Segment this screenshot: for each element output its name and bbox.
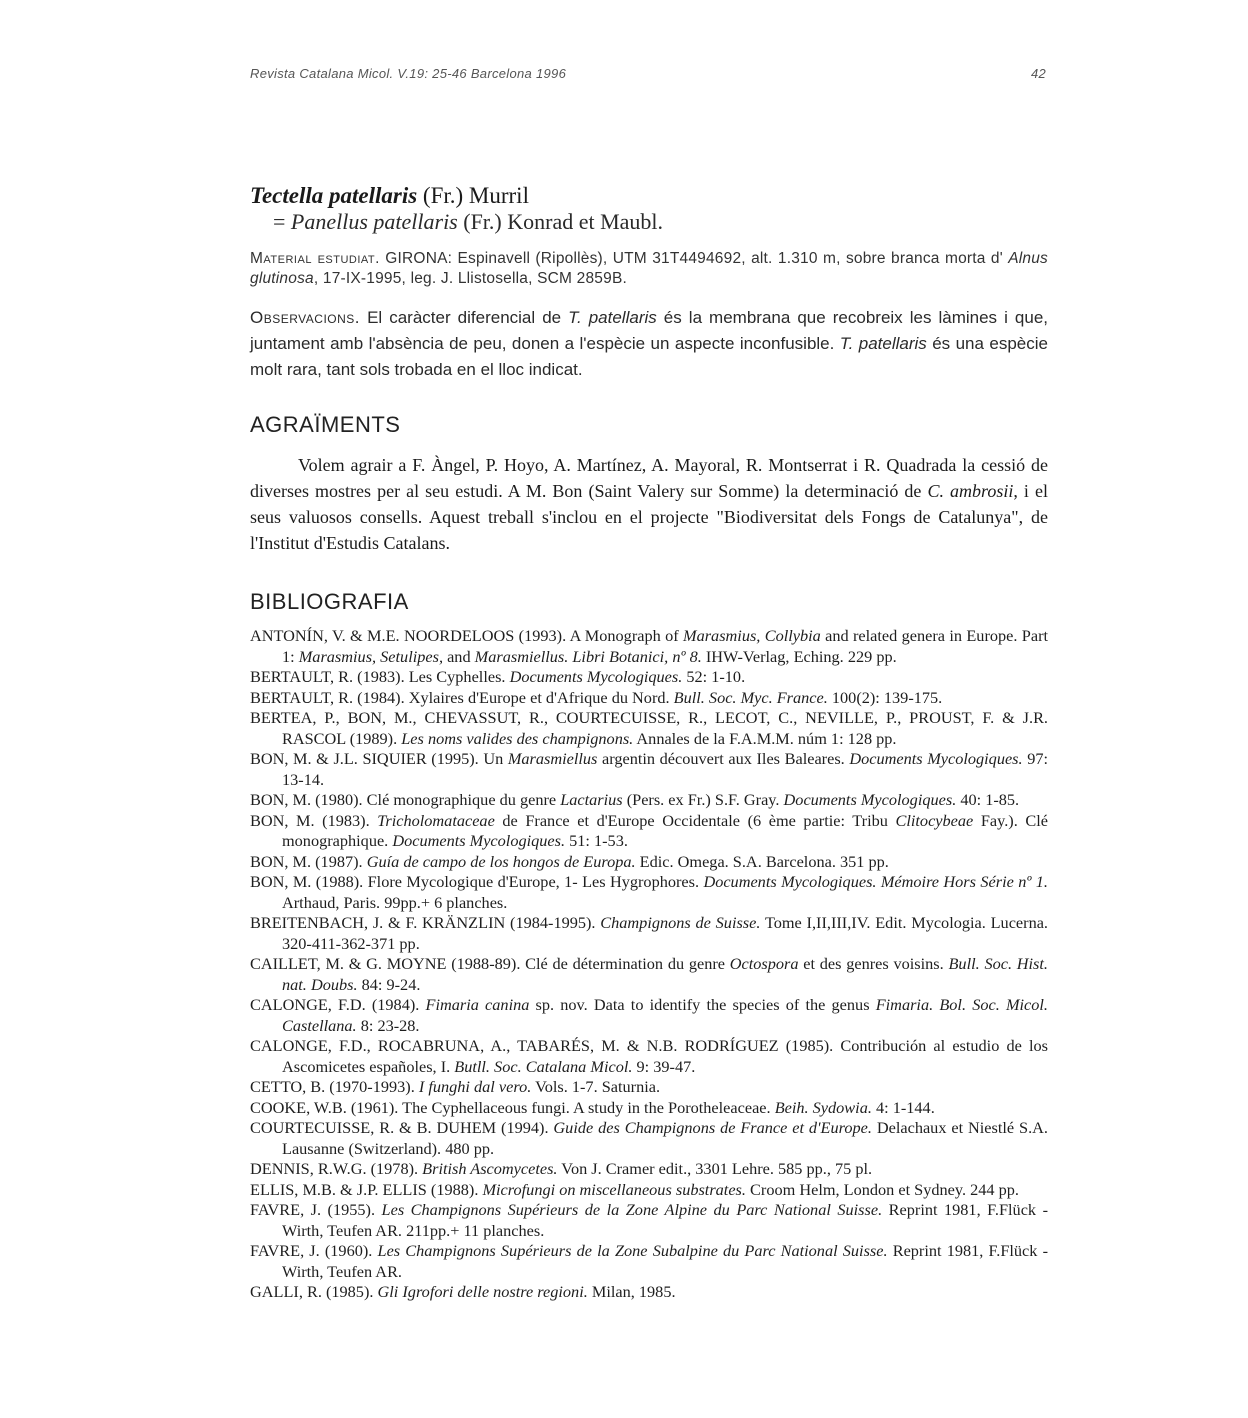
entry-text-segment: Fay.). Clé monographique. bbox=[282, 810, 1048, 850]
bibliography-entry bbox=[250, 811, 1048, 852]
entry-text-segment: BON, M. (1980). Clé monographique du genre bbox=[250, 790, 561, 809]
entry-italic-segment: Les Champignons Supérieurs de la Zone Alpine du Parc National Suisse. bbox=[381, 1200, 883, 1219]
bibliography-entry bbox=[250, 954, 1048, 995]
entry-italic-segment: Guide des Champignons de France et d'Europe. bbox=[553, 1118, 872, 1137]
bibliography-entry bbox=[250, 1036, 1048, 1077]
observations bbox=[250, 305, 1048, 383]
entry-italic-segment: Octospora bbox=[729, 954, 799, 973]
entry-text-segment: GALLI, R. (1985). bbox=[250, 1282, 378, 1301]
observations-text: és una espècie molt rara, tant sols trobada en el lloc indicat. bbox=[250, 334, 1048, 379]
bibliography-entry bbox=[250, 1180, 1048, 1201]
entry-text-segment: Tome I,II,III,IV. Edit. Mycologia. Lucerna. 320-411-362-371 pp. bbox=[282, 913, 1049, 953]
entry-text-segment: COURTECUISSE, R. & B. DUHEM (1994). bbox=[250, 1118, 554, 1137]
entry-text-segment: Annales de la F.A.M.M. núm 1: 128 pp. bbox=[633, 728, 897, 748]
entry-italic-segment: Gli Igrofori delle nostre regioni. bbox=[377, 1282, 588, 1301]
bibliography-entry bbox=[250, 1241, 1048, 1282]
synonym-authority: (Fr.) Konrad et Maubl. bbox=[463, 209, 664, 234]
entry-italic-segment: Champignons de Suisse. bbox=[600, 913, 761, 932]
species-authority: (Fr.) Murril bbox=[422, 183, 529, 208]
entry-text-segment: BON, M. & J.L. SIQUIER (1995). Un bbox=[250, 749, 508, 768]
entry-text-segment: Milan, 1985. bbox=[587, 1282, 676, 1301]
synonym-prefix: = bbox=[273, 209, 291, 234]
entry-text-segment: Von J. Cramer edit., 3301 Lehre. 585 pp., 75 pl. bbox=[557, 1159, 873, 1178]
entry-text-segment: ANTONÍN, V. & M.E. NOORDELOOS (1993). A Monograph of bbox=[250, 626, 684, 645]
material-text: GIRONA: Espinavell (Ripollès), UTM 31T4494692, alt. 1.310 m, sobre branca morta d' bbox=[379, 250, 1009, 267]
bibliography-entry bbox=[250, 872, 1048, 913]
acknowledgements-heading: AGRAÏMENTS bbox=[250, 412, 401, 437]
observations-text: és la membrana que recobreix les làmines i que, juntament amb l'absència de peu, donen a l'espècie un aspecte inconfusible. bbox=[250, 308, 1048, 353]
entry-italic-segment: Fimaria. Bol. Soc. Micol. Castellana. bbox=[282, 995, 1048, 1035]
observations-species: T. patellaris bbox=[568, 308, 657, 327]
entry-text-segment: BON, M. (1988). Flore Mycologique d'Europe, 1- Les Hygrophores. bbox=[250, 872, 704, 891]
entry-text-segment: 97: 13-14. bbox=[282, 749, 1048, 789]
entry-text-segment: 100(2): 139-175. bbox=[827, 687, 943, 707]
entry-italic-segment: Guía de campo de los hongos de Europa. bbox=[366, 851, 636, 871]
entry-italic-segment: Documents Mycologiques. bbox=[509, 667, 683, 686]
page-number: 42 bbox=[1030, 66, 1046, 81]
acknowledgements-body: Volem agrair a F. Àngel, P. Hoyo, A. Martínez, A. Mayoral, R. Montserrat i R. Quadrada la cessió de diverses mostres per al seu estudi. A M. Bon (Saint Valery sur Somme) la determinació de bbox=[250, 455, 1048, 501]
entry-text-segment: CALONGE, F.D., ROCABRUNA, A., TABARÉS, M. & N.B. RODRÍGUEZ (1985). Contribución al estudio de los Ascomicetes españoles, I. bbox=[250, 1036, 1048, 1076]
entry-italic-segment: Documents Mycologiques. bbox=[849, 749, 1023, 768]
bibliography-entry bbox=[250, 708, 1048, 749]
species-synonym bbox=[273, 209, 1048, 235]
entry-italic-segment: Bull. Soc. Hist. nat. Doubs. bbox=[282, 954, 1048, 994]
entry-italic-segment: Butll. Soc. Catalana Micol. bbox=[454, 1056, 633, 1076]
entry-italic-segment: Marasmiellus. Libri Botanici, nº 8. bbox=[474, 646, 702, 666]
entry-italic-segment: Microfungi on miscellaneous substrates. bbox=[482, 1179, 746, 1199]
entry-text-segment: BON, M. (1987). bbox=[250, 851, 367, 871]
entry-italic-segment: Lactarius bbox=[560, 790, 623, 809]
entry-text-segment: BERTEA, P., BON, M., CHEVASSUT, R., COURTECUISSE, R., LECOT, C., NEVILLE, P., PROUST, F. & J.R. RASCOL (1989). bbox=[250, 708, 1048, 748]
entry-text-segment: 9: 39-47. bbox=[632, 1056, 696, 1076]
bibliography-entry bbox=[250, 1118, 1048, 1159]
entry-italic-segment: Marasmius, Setulipes, bbox=[298, 646, 444, 666]
entry-italic-segment: Marasmius, Collybia bbox=[683, 626, 821, 645]
entry-italic-segment: Fimaria canina bbox=[425, 995, 530, 1014]
bibliography-entry bbox=[250, 626, 1048, 667]
bibliography-entry bbox=[250, 852, 1048, 873]
entry-italic-segment: Bull. Soc. Myc. France. bbox=[673, 687, 828, 707]
synonym-name: Panellus patellaris bbox=[290, 209, 458, 234]
entry-text-segment: Reprint 1981, F.Flück - Wirth, Teufen AR. 211pp.+ 11 planches. bbox=[282, 1200, 1048, 1240]
entry-text-segment: CETTO, B. (1970-1993). bbox=[250, 1077, 419, 1096]
species-name: Tectella patellaris bbox=[250, 183, 418, 208]
entry-text-segment: sp. nov. Data to identify the species of the genus bbox=[529, 995, 876, 1014]
bibliography-entry bbox=[250, 1077, 1048, 1098]
bibliography-entry bbox=[250, 749, 1048, 790]
entry-italic-segment: Les Champignons Supérieurs de la Zone Subalpine du Parc National Suisse. bbox=[377, 1241, 888, 1260]
bibliography-entry bbox=[250, 995, 1048, 1036]
entry-text-segment: BON, M. (1983). bbox=[250, 810, 378, 830]
entry-italic-segment: I funghi dal vero. bbox=[418, 1077, 532, 1096]
entry-italic-segment: Documents Mycologiques. Mémoire Hors Série nº 1. bbox=[703, 872, 1048, 891]
bibliography-entry bbox=[250, 688, 1048, 709]
entry-text-segment: 40: 1-85. bbox=[956, 790, 1020, 809]
entry-text-segment: Arthaud, Paris. 99pp.+ 6 planches. bbox=[282, 892, 508, 912]
bibliography-entry bbox=[250, 1282, 1048, 1303]
species-title bbox=[250, 182, 1048, 209]
entry-text-segment: COOKE, W.B. (1961). The Cyphellaceous fungi. A study in the Porotheleaceae. bbox=[250, 1097, 775, 1117]
entry-italic-segment: Beih. Sydowia. bbox=[774, 1097, 872, 1117]
entry-text-segment: 84: 9-24. bbox=[357, 974, 421, 994]
entry-text-segment: and related genera in Europe. Part 1: bbox=[282, 626, 1049, 666]
entry-text-segment: DENNIS, R.W.G. (1978). bbox=[250, 1159, 423, 1178]
running-head bbox=[250, 66, 1046, 86]
entry-text-segment: FAVRE, J. (1960). bbox=[250, 1241, 378, 1260]
bibliography-entry bbox=[250, 1200, 1048, 1241]
material-host: Alnus glutinosa bbox=[250, 250, 1048, 287]
observations-label: Observacions. bbox=[250, 308, 361, 327]
entry-text-segment: Delachaux et Niestlé S.A. Lausanne (Switzerland). 480 pp. bbox=[282, 1118, 1048, 1158]
bibliography-entry bbox=[250, 913, 1048, 954]
bibliography-list bbox=[250, 626, 1048, 1303]
bibliography-entry bbox=[250, 1098, 1048, 1119]
material-label: Material estudiat. bbox=[250, 250, 380, 267]
entry-text-segment: 4: 1-144. bbox=[871, 1097, 935, 1117]
entry-text-segment: 52: 1-10. bbox=[682, 667, 746, 686]
entry-text-segment: Croom Helm, London et Sydney. 244 pp. bbox=[745, 1179, 1019, 1199]
entry-text-segment: CALONGE, F.D. (1984). bbox=[250, 995, 426, 1014]
entry-italic-segment: Les noms valides des champignons. bbox=[401, 728, 634, 748]
material-text-end: , 17-IX-1995, leg. J. Llistosella, SCM 2859B. bbox=[313, 270, 627, 287]
bibliography-entry bbox=[250, 790, 1048, 811]
entry-italic-segment: Marasmiellus bbox=[507, 749, 598, 768]
entry-text-segment: 8: 23-28. bbox=[356, 1015, 420, 1035]
material-studied bbox=[250, 249, 1048, 289]
acknowledgements-body-end: , i el seus valuosos consells. Aquest treball s'inclou en el projecte "Biodiversitat dels Fongs de Catalunya", de l'Institut d'Estudis Catalans. bbox=[250, 481, 1048, 553]
entry-text-segment: FAVRE, J. (1955). bbox=[250, 1200, 382, 1219]
entry-text-segment: et des genres voisins. bbox=[798, 954, 949, 973]
entry-text-segment: IHW-Verlag, Eching. 229 pp. bbox=[701, 646, 897, 666]
entry-text-segment: Reprint 1981, F.Flück - Wirth, Teufen AR. bbox=[282, 1241, 1048, 1281]
entry-text-segment: BERTAULT, R. (1984). Xylaires d'Europe et d'Afrique du Nord. bbox=[250, 687, 674, 707]
bibliography-entry bbox=[250, 667, 1048, 688]
bibliography-entry bbox=[250, 1159, 1048, 1180]
observations-species: T. patellaris bbox=[839, 334, 927, 353]
observations-text: El caràcter diferencial de bbox=[360, 308, 569, 327]
acknowledgements-species: C. ambrosii bbox=[927, 481, 1014, 501]
entry-text-segment: and bbox=[443, 646, 475, 666]
entry-text-segment: ELLIS, M.B. & J.P. ELLIS (1988). bbox=[250, 1179, 483, 1199]
entry-text-segment: Vols. 1-7. Saturnia. bbox=[531, 1077, 661, 1096]
entry-text-segment: CAILLET, M. & G. MOYNE (1988-89). Clé de détermination du genre bbox=[250, 954, 730, 973]
entry-text-segment: BERTAULT, R. (1983). Les Cyphelles. bbox=[250, 667, 510, 686]
entry-italic-segment: Clitocybeae bbox=[895, 810, 974, 830]
entry-italic-segment: Documents Mycologiques. bbox=[783, 790, 957, 809]
acknowledgements-text bbox=[250, 452, 1048, 556]
entry-text-segment: 51: 1-53. bbox=[565, 831, 628, 850]
entry-text-segment: de France et d'Europe Occidentale (6 ème partie: Tribu bbox=[494, 810, 896, 830]
entry-text-segment: argentin découvert aux Iles Baleares. bbox=[597, 749, 850, 768]
entry-italic-segment: British Ascomycetes. bbox=[422, 1159, 558, 1178]
journal-citation: Revista Catalana Micol. V.19: 25-46 Barcelona 1996 bbox=[250, 66, 567, 81]
entry-text-segment: BREITENBACH, J. & F. KRÄNZLIN (1984-1995). bbox=[250, 913, 601, 932]
entry-text-segment: Edic. Omega. S.A. Barcelona. 351 pp. bbox=[635, 851, 889, 871]
entry-italic-segment: Documents Mycologiques. bbox=[392, 831, 566, 850]
species-entry bbox=[250, 182, 1048, 383]
bibliography-heading: BIBLIOGRAFIA bbox=[250, 589, 409, 614]
entry-italic-segment: Tricholomataceae bbox=[377, 810, 495, 830]
entry-text-segment: (Pers. ex Fr.) S.F. Gray. bbox=[622, 790, 784, 809]
